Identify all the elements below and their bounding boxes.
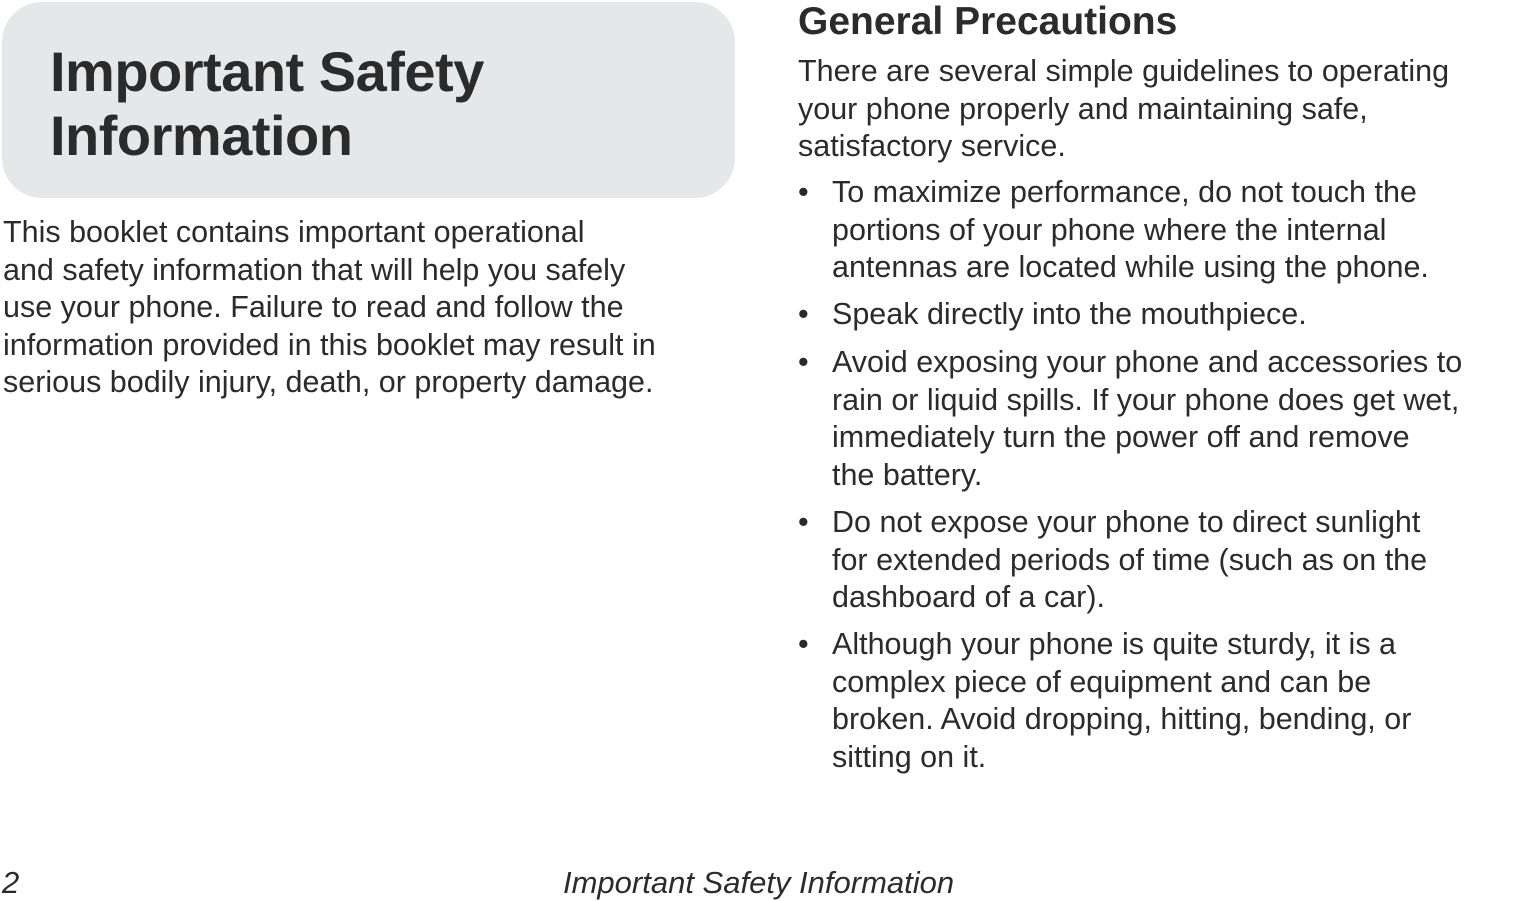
- list-item-line: for extended periods of time (such as on the: [832, 542, 1428, 577]
- list-item-line: dashboard of a car).: [832, 580, 1105, 614]
- section-intro: [798, 53, 1523, 166]
- list-item-line: immediately turn the power off and remove: [832, 420, 1410, 454]
- intro-line: serious bodily injury, death, or property damage.: [3, 365, 654, 399]
- list-item-line: sitting on it.: [832, 739, 987, 774]
- list-item-line: Do not expose your phone to direct sunlight: [832, 505, 1421, 539]
- page-title-line-2: Information: [50, 104, 353, 167]
- list-item-line: Although your phone is quite sturdy, it is a: [832, 627, 1397, 661]
- bullet-icon: •: [798, 505, 809, 539]
- bullet-icon: •: [798, 175, 809, 209]
- list-item-line: antennas are located while using the phone.: [832, 250, 1429, 284]
- intro-line: This booklet contains important operational: [3, 215, 585, 249]
- bullet-icon: •: [798, 627, 809, 661]
- running-footer-title: Important Safety Information: [563, 865, 955, 900]
- section-intro-line: There are several simple guidelines to operating: [798, 54, 1450, 88]
- intro-line: information provided in this booklet may result in: [3, 327, 656, 362]
- list-item-line: the battery.: [832, 457, 983, 492]
- intro-paragraph: [3, 214, 738, 402]
- list-item-line: broken. Avoid dropping, hitting, bending, or: [832, 702, 1412, 736]
- list-item-line: portions of your phone where the internal: [832, 212, 1387, 247]
- intro-line: use your phone. Failure to read and follow the: [3, 290, 624, 324]
- page-number: 2: [2, 865, 20, 900]
- intro-line: and safety information that will help you safely: [3, 252, 626, 287]
- list-item-line: complex piece of equipment and can be: [832, 664, 1372, 699]
- section-heading: General Precautions: [798, 0, 1178, 43]
- page-title-line-1: Important Safety: [50, 40, 484, 103]
- list-item-line: Avoid exposing your phone and accessories to: [832, 345, 1463, 379]
- section-intro-line: your phone properly and maintaining safe,: [798, 91, 1368, 126]
- bullet-icon: •: [798, 345, 809, 379]
- list-item-line: Speak directly into the mouthpiece.: [832, 297, 1307, 331]
- section-intro-line: satisfactory service.: [798, 129, 1066, 163]
- list-item-line: rain or liquid spills. If your phone does get wet,: [832, 382, 1460, 417]
- list-item-line: To maximize performance, do not touch the: [832, 175, 1417, 209]
- bullet-icon: •: [798, 297, 809, 331]
- title-box: [2, 2, 735, 198]
